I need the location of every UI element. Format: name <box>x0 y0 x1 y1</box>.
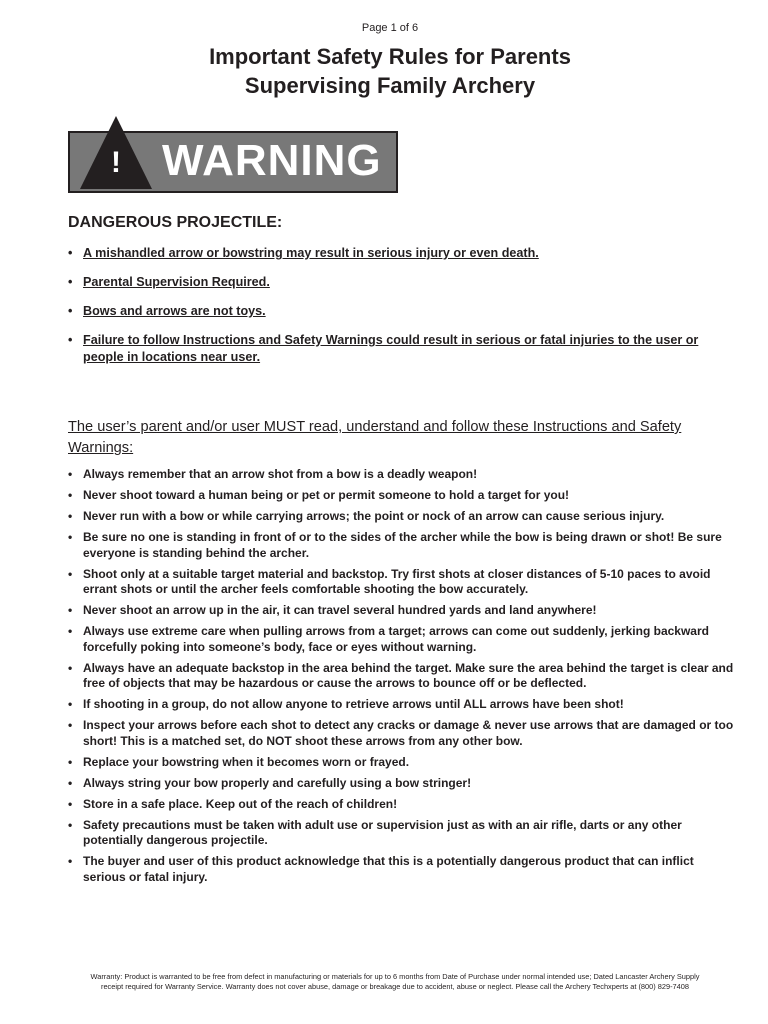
bullet-icon: • <box>68 796 73 811</box>
safety-rules-list <box>68 467 738 891</box>
list-item-text: Inspect your arrows before each shot to detect any cracks or damage & never use arrows that are damaged or too short! This is a matched set, do NOT shoot these arrows from any other bow. <box>83 718 734 748</box>
title-line-2: Supervising Family Archery <box>244 73 536 98</box>
warning-triangle-icon <box>80 116 152 189</box>
warning-label: WARNING <box>162 136 382 185</box>
list-item-text: A mishandled arrow or bowstring may result in serious injury or even death. <box>83 246 539 260</box>
list-item-text: Never shoot toward a human being or pet or permit someone to hold a target for you! <box>83 488 570 502</box>
list-item-text: Always use extreme care when pulling arrows from a target; arrows can come out suddenly, jerking backward forcefully poking into someone’s body, face or eyes without warning. <box>83 624 709 654</box>
bullet-icon: • <box>68 718 73 732</box>
page-number: Page 1 of 6 <box>361 22 419 34</box>
bullet-icon: • <box>68 304 73 318</box>
bullet-icon: • <box>68 624 73 638</box>
list-item-text: Parental Supervision Required. <box>83 275 270 289</box>
list-item-text: Never shoot an arrow up in the air, it can travel several hundred yards and land anywhere! <box>83 603 597 617</box>
list-item <box>68 245 718 262</box>
list-item-text: Be sure no one is standing in front of or to the sides of the archer while the bow is being drawn or shot! Be sure everyone is standing behind the archer. <box>83 530 722 560</box>
list-item-text: Always have an adequate backstop in the area behind the target. Make sure the area behind the target is clear and free of objects that may be hazardous or cause the arrows to bounce off or be deflected. <box>83 660 734 690</box>
list-item-text: If shooting in a group, do not allow anyone to retrieve arrows until ALL arrows have been shot! <box>83 697 624 711</box>
list-item <box>68 274 718 291</box>
bullet-icon: • <box>68 275 73 289</box>
list-item <box>68 718 738 749</box>
bullet-icon: • <box>68 333 73 347</box>
list-item <box>68 488 738 504</box>
list-item <box>68 303 718 320</box>
warranty-footer <box>60 972 730 992</box>
dangerous-projectile-list <box>68 245 718 378</box>
bullet-icon: • <box>68 775 73 790</box>
bullet-icon: • <box>68 566 73 581</box>
list-item <box>68 467 738 483</box>
list-item <box>68 854 738 885</box>
bullet-icon: • <box>68 530 73 544</box>
dangerous-projectile-heading: DANGEROUS PROJECTILE: <box>68 214 283 231</box>
list-item-text: The buyer and user of this product acknowledge that this is a potentially dangerous product that can inflict serious or fatal injury. <box>83 854 694 884</box>
list-item-text: Always string your bow properly and carefully using a bow stringer! <box>83 775 472 790</box>
bullet-icon: • <box>68 660 73 675</box>
list-item <box>68 509 738 525</box>
list-item-text: Always remember that an arrow shot from a bow is a deadly weapon! <box>83 467 478 481</box>
list-item-text: Bows and arrows are not toys. <box>83 304 266 318</box>
bullet-icon: • <box>68 603 73 617</box>
list-item <box>68 567 738 598</box>
bullet-icon: • <box>68 817 73 832</box>
list-item-text: Replace your bowstring when it becomes worn or frayed. <box>83 754 410 769</box>
warranty-line-2: receipt required for Warranty Service. Warranty does not cover abuse, damage or breakage due to accident, abuse or neglect. Please call the Archery Techxperts at (800) 829-7408 <box>100 982 689 991</box>
page-title <box>0 42 768 100</box>
list-item-text: Store in a safe place. Keep out of the reach of children! <box>83 796 398 811</box>
list-item-text: Failure to follow Instructions and Safety Warnings could result in serious or fatal injuries to the user or people in locations near user. <box>83 333 699 364</box>
list-item-text: Never run with a bow or while carrying arrows; the point or nock of an arrow can cause serious injury. <box>83 509 665 523</box>
bullet-icon: • <box>68 246 73 260</box>
instructions-heading: The user’s parent and/or user MUST read, understand and follow these Instructions and Safety Warnings: <box>68 419 682 456</box>
warning-symbol: ! <box>111 146 121 179</box>
list-item <box>68 332 718 366</box>
list-item <box>68 776 738 792</box>
list-item-text: Safety precautions must be taken with adult use or supervision just as with an air rifle, darts or any other potentially dangerous projectile. <box>83 817 682 847</box>
list-item <box>68 755 738 771</box>
list-item <box>68 624 738 655</box>
bullet-icon: • <box>68 697 73 711</box>
bullet-icon: • <box>68 754 73 769</box>
list-item <box>68 530 738 561</box>
bullet-icon: • <box>68 467 73 481</box>
list-item-text: Shoot only at a suitable target material and backstop. Try first shots at closer distances of 5-10 paces to avoid errant shots or until the archer feels comfortable shooting the bow accurately. <box>83 566 711 596</box>
list-item <box>68 797 738 813</box>
list-item <box>68 661 738 692</box>
list-item <box>68 603 738 619</box>
bullet-icon: • <box>68 854 73 868</box>
bullet-icon: • <box>68 509 73 523</box>
title-line-1: Important Safety Rules for Parents <box>209 44 571 69</box>
bullet-icon: • <box>68 488 73 502</box>
list-item <box>68 818 738 849</box>
list-item <box>68 697 738 713</box>
warranty-line-1: Warranty: Product is warranted to be free from defect in manufacturing or materials for up to 6 months from Date of Purchase under normal intended use; Dated Lancaster Archery Supply <box>90 972 700 981</box>
